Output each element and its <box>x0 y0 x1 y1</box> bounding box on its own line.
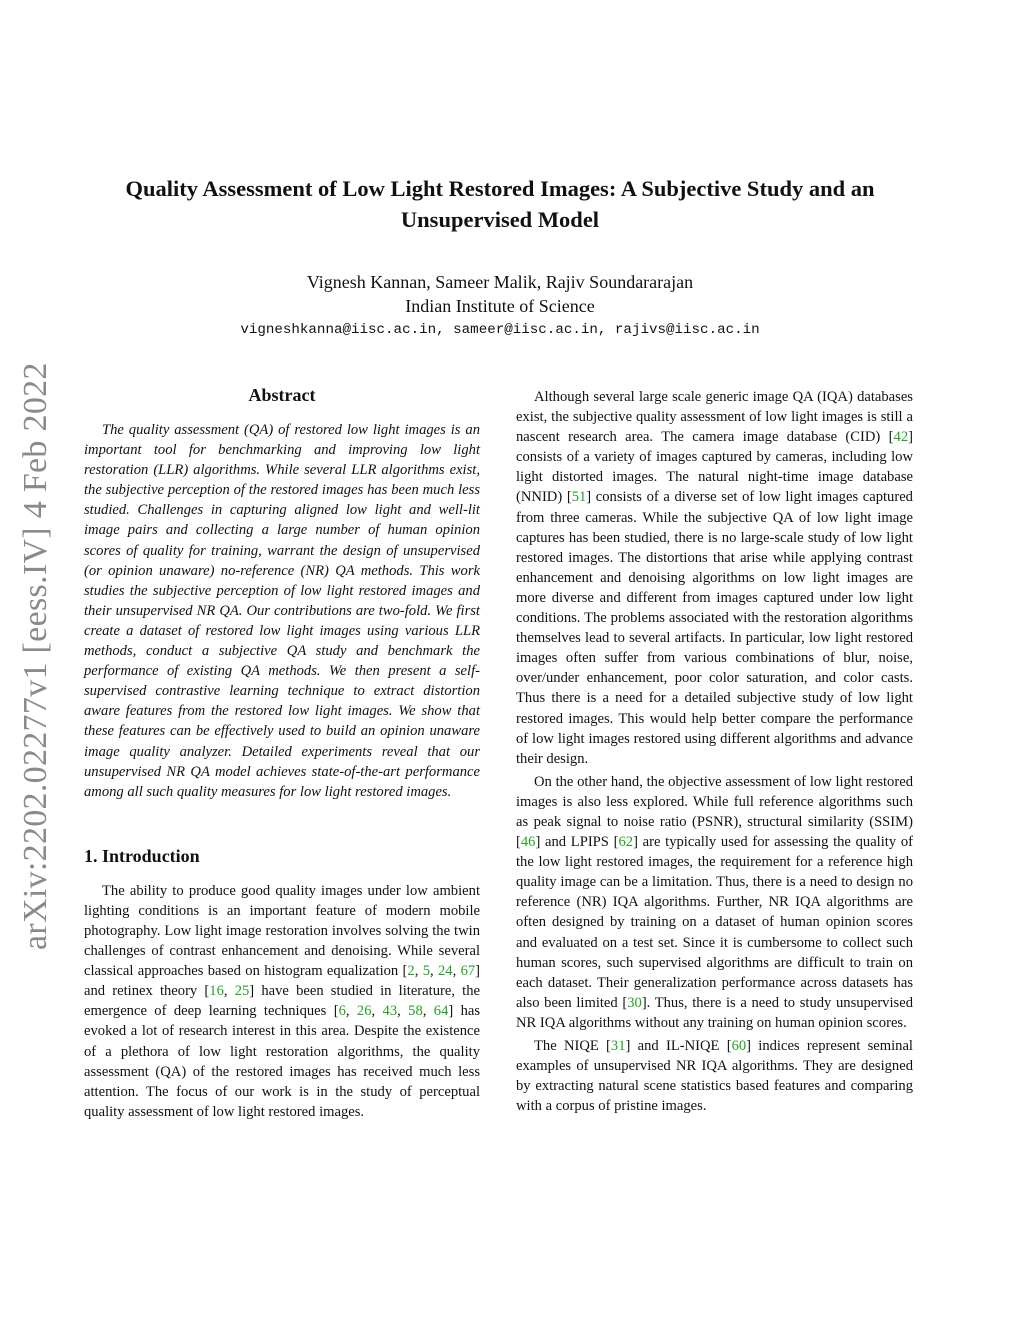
citation-link[interactable]: 62 <box>618 834 634 851</box>
text-span: ] consists of a diverse set of low light images captured from three cameras. While the subjective QA of low light image captures has been studied, there is no large-scale study of low light restored images. The distortions that arise while applying contrast enhancement and denoising algorithms on low light images are more diverse and different from images captured under low light conditions. The problems associated with the restoration algorithms themselves lead to several artifacts. In particular, low light restored images often suffer from various combinations of blur, noise, over/under enhancement, poor color saturation, and color casts. Thus there is a need for a detailed subjective study of low light restored images. This would help better compare the performance of low light images restored using different algorithms and advance their design. <box>516 489 913 767</box>
citation-link[interactable]: 6 <box>338 1003 346 1020</box>
citation-link[interactable]: 51 <box>571 489 587 506</box>
citation-link[interactable]: 42 <box>893 429 909 446</box>
citation-link[interactable]: 67 <box>460 963 476 980</box>
text-span: ] are typically used for assessing the quality of the low light restored images, the requirement for a reference high quality image can be a limitation. Thus, there is a need to design no reference (NR) IQA algorithms. Further, NR IQA algorithms are often designed by training on a dataset of human opinion scores and evaluated on a test set. Since it is cumbersome to collect such human scores, such supervised algorithms are difficult to train on each dataset. Their generalization performance across datasets has also been limited [ <box>516 834 913 1011</box>
citation-link[interactable]: 16 <box>209 983 224 1000</box>
abstract-text: The quality assessment (QA) of restored low light images is an important tool for benchmarking and improving low light restoration (LLR) algorithms. While several LLR algorithms exist, the subjective perception of the restored images has been much less studied. Challenges in capturing aligned low light and well-lit image pairs and collecting a large number of human opinion scores of quality for training, warrant the design of unsupervised (or opinion unaware) no-reference (NR) QA methods. This work studies the subjective perception of low light restored images and their unsupervised NR QA. Our contributions are two-fold. We first create a dataset of restored low light images using various LLR methods, conduct a subjective QA study and benchmark the performance of existing QA methods. We then present a self-supervised contrastive learning technique to extract distortion aware features from the restored low light images. We show that these features can be effectively used to build an opinion unaware image quality analyzer. Detailed experiments reveal that our unsupervised NR QA model achieves state-of-the-art performance among all such quality measures for low light restored images. <box>84 422 480 800</box>
paper-title: Quality Assessment of Low Light Restored Images: A Subjective Study and an Unsupervised Model <box>125 176 875 232</box>
text-span: On the other hand, the objective assessment of low light restored images is also less explored. While full reference algorithms such as peak signal to noise ratio (PSNR), structural similarity (SSIM) [ <box>516 773 913 851</box>
text-span: The ability to produce good quality images under low ambient lighting conditions is an important feature of modern mobile photography. Low light image restoration involves solving the twin challenges of contrast enhancement and denoising. While several classical approaches based on histogram equalization [ <box>84 882 480 980</box>
citation-link[interactable]: 30 <box>627 994 642 1011</box>
text-span: The NIQE [ <box>534 1038 611 1054</box>
text-span: ] have been studied in literature, the emergence of deep learning techniques [ <box>84 983 480 1020</box>
text-span: ]. Thus, there is a need to study unsupervised NR IQA algorithms without any training on human opinion scores. <box>516 994 913 1031</box>
affiliation: Indian Institute of Science <box>405 296 595 316</box>
author-emails: vigneshkanna@iisc.ac.in, sameer@iisc.ac.in, rajivs@iisc.ac.in <box>240 322 760 338</box>
arxiv-identifier: arXiv:2202.02277v1 [eess.IV] 4 Feb 2022 <box>17 362 54 950</box>
intro-paragraph: The ability to produce good quality images under low ambient lighting conditions is an important feature of modern mobile photography. Low light image restoration involves solving the twin challenges of contrast enhancement and denoising. While several classical approaches based on histogram equalization [2, 5, 24, 67] and retinex theory [16, 25] have been studied in literature, the emergence of deep learning techniques [6, 26, 43, 58, 64] has evoked a lot of research interest in this area. Despite the existence of a plethora of low light restoration algorithms, the quality assessment (QA) of the restored images has received much less attention. The focus of our work is in the study of perceptual quality assessment of low light restored images. <box>84 882 481 1120</box>
text-span: ] consists of a variety of images captured by cameras, including low light distorted images. The natural night-time image database (NNID) [ <box>516 429 913 506</box>
section-heading-introduction: 1. Introduction <box>84 845 200 866</box>
body-paragraph <box>516 772 913 1033</box>
citation-link[interactable]: 25 <box>234 983 250 1000</box>
body-paragraph <box>516 1036 913 1116</box>
author-block <box>0 270 1000 318</box>
text-span: ] and retinex theory [ <box>84 963 481 1000</box>
citation-link[interactable]: 2 <box>407 963 415 980</box>
citation-link[interactable]: 31 <box>610 1038 626 1054</box>
left-column <box>84 385 480 1125</box>
body-paragraph <box>516 387 913 769</box>
abstract-heading: Abstract <box>248 385 316 405</box>
text-span: Although several large scale generic image QA (IQA) databases exist, the subjective quality assessment of low light images is still a nascent research area. The camera image database (CID) [ <box>516 389 913 446</box>
text-span: ] and LPIPS [ <box>535 834 619 851</box>
citation-link[interactable]: 64 <box>433 1003 449 1020</box>
citation-link[interactable]: 60 <box>731 1038 747 1054</box>
author-names: Vignesh Kannan, Sameer Malik, Rajiv Soundararajan <box>306 272 694 292</box>
citation-link[interactable]: 46 <box>520 834 536 851</box>
citation-link[interactable]: 5 <box>422 963 430 980</box>
text-span: ] indices represent seminal examples of unsupervised NR IQA algorithms. They are designed by extracting natural scene statistics based features and comparing with a corpus of pristine images. <box>516 1038 913 1115</box>
right-column <box>516 387 913 1119</box>
citation-link[interactable]: 26 <box>356 1003 372 1020</box>
text-span: ] has evoked a lot of research interest in this area. Despite the existence of a plethora of low light restoration algorithms, the quality assessment (QA) of the restored images has received much less attention. The focus of our work is in the study of perceptual quality assessment of low light restored images. <box>84 1003 481 1120</box>
text-span: ] and IL-NIQE [ <box>625 1038 732 1054</box>
citation-link[interactable]: 58 <box>408 1003 423 1020</box>
citation-link[interactable]: 24 <box>437 963 453 980</box>
citation-link[interactable]: 43 <box>382 1003 398 1020</box>
